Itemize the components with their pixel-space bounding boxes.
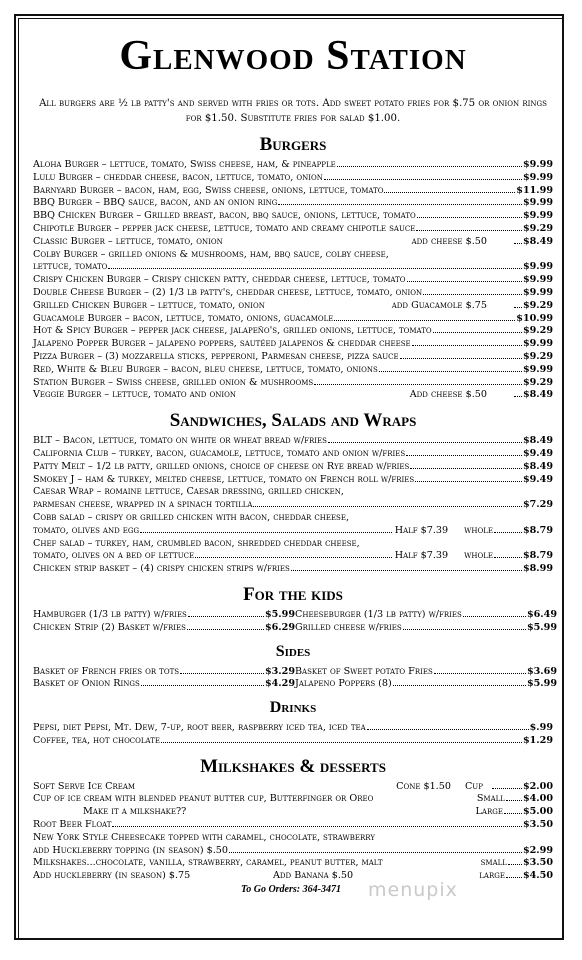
size-label: Large xyxy=(475,806,503,818)
leader-dots xyxy=(406,455,522,456)
menu-item-text: Aloha Burger – lettuce, tomato, Swiss cheese, ham, & pineapple xyxy=(33,159,336,170)
menu-item xyxy=(33,499,553,512)
menu-item xyxy=(33,172,553,185)
menu-item-price: $.99 xyxy=(529,722,553,734)
section-heading-desserts: Milkshakes & desserts xyxy=(200,755,386,777)
menu-item-price: $11.99 xyxy=(516,184,553,196)
sides-right-column xyxy=(295,666,557,692)
sandwiches-list xyxy=(33,435,553,576)
leader-dots xyxy=(188,616,264,617)
menu-item xyxy=(33,435,553,448)
menu-item-price: $3.69 xyxy=(526,665,557,677)
kids-right-column xyxy=(295,609,557,635)
menu-item-text: Coffee, tea, hot chocolate xyxy=(33,734,161,746)
menu-item-text: Patty Melt – 1/2 lb patty, grilled onions, choice of cheese on Rye bread w/fries xyxy=(33,460,410,472)
menu-item xyxy=(295,622,557,635)
menu-item-price: $9.99 xyxy=(522,171,553,183)
menu-item-text: tomato, olives and egg xyxy=(33,524,140,536)
leader-dots xyxy=(278,204,522,205)
whole-label: whole xyxy=(464,524,493,536)
leader-dots xyxy=(504,813,522,814)
menu-item-text: Add Banana $.50 xyxy=(273,870,354,882)
menu-item xyxy=(33,461,553,474)
menu-item xyxy=(33,197,553,210)
menu-item-text: Cobb salad – crispy or grilled chicken with bacon, cheddar cheese, xyxy=(33,511,350,523)
menu-item-note: add Guacamole $.75 xyxy=(391,299,487,311)
section-heading-sandwiches: Sandwiches, Salads and Wraps xyxy=(169,410,417,432)
section-heading-drinks: Drinks xyxy=(269,699,317,717)
menu-item xyxy=(33,185,553,198)
menu-item-text: Jalapeno Poppers (8) xyxy=(295,678,392,690)
menu-item-text: BBQ Chicken Burger – Grilled breast, bacon, bbq sauce, onions, lettuce, tomato xyxy=(33,210,416,222)
menu-item-price: $10.99 xyxy=(516,312,553,324)
menu-item-price: $8.49 xyxy=(522,435,553,447)
menu-item-text: Grilled Chicken Burger – lettuce, tomato, onion xyxy=(33,299,265,311)
menu-item xyxy=(33,735,553,748)
menu-item-text: BLT – Bacon, lettuce, tomato on white or wheat bread w/fries xyxy=(33,435,327,447)
size-label: small xyxy=(480,857,507,869)
leader-dots xyxy=(337,166,522,167)
menu-item-price: $2.00 xyxy=(522,780,553,792)
drinks-list xyxy=(33,722,553,748)
menu-content xyxy=(33,30,557,883)
menu-item xyxy=(33,287,553,300)
menu-item-price: $8.49 xyxy=(522,389,553,401)
menu-item xyxy=(33,609,295,622)
menu-item-price: $9.99 xyxy=(522,210,553,222)
leader-dots xyxy=(140,532,392,533)
menu-item xyxy=(33,377,553,390)
leader-dots xyxy=(400,358,522,359)
menu-item xyxy=(33,678,295,691)
menu-item-price: $7.29 xyxy=(522,499,553,511)
menu-item-text: Pizza Burger – (3) mozzarella sticks, pepperoni, Parmesan cheese, pizza sauce xyxy=(33,350,399,362)
menu-item-price: $9.29 xyxy=(522,376,553,388)
size-label: large xyxy=(479,870,505,882)
menu-item xyxy=(33,474,553,487)
section-heading-sides: Sides xyxy=(275,642,311,660)
leader-dots xyxy=(417,217,522,218)
menu-item xyxy=(33,722,553,735)
menu-item xyxy=(33,364,553,377)
menu-item xyxy=(33,448,553,461)
to-go-orders-phone: To Go Orders: 364-3471 xyxy=(241,884,341,895)
menu-item-price: $9.99 xyxy=(522,274,553,286)
desserts-list xyxy=(33,781,553,883)
kids-menu xyxy=(33,608,557,635)
menu-item-price: $9.99 xyxy=(522,338,553,350)
leader-dots xyxy=(253,506,522,507)
leader-dots xyxy=(416,230,522,231)
menu-item xyxy=(33,550,553,563)
leader-dots xyxy=(463,616,526,617)
menu-item xyxy=(33,845,553,858)
menu-item xyxy=(33,389,553,402)
menu-item-note: add cheese $.50 xyxy=(411,235,487,247)
leader-dots xyxy=(412,345,522,346)
leader-dots xyxy=(494,532,522,533)
menu-item-price: $9.49 xyxy=(522,447,553,459)
menu-item xyxy=(33,313,553,326)
menu-item-text: Lulu Burger – cheddar cheese, bacon, lettuce, tomato, onion xyxy=(33,171,323,183)
menu-item xyxy=(295,666,557,679)
leader-dots xyxy=(108,268,522,269)
menu-item xyxy=(33,300,553,313)
menu-item-text: Station Burger – Swiss cheese, grilled onion & mushrooms xyxy=(33,376,314,388)
menu-item xyxy=(33,666,295,679)
watermark-logo: menupix xyxy=(368,879,458,901)
menu-item-text: Red, White & Bleu Burger – bacon, bleu cheese, lettuce, tomato, onions xyxy=(33,363,378,375)
menu-item-text: Make it a milkshake?? xyxy=(83,806,187,818)
menu-item-text: Double Cheese Burger – (2) 1/3 lb patty's, cheddar cheese, lettuce, tomato, onion xyxy=(33,286,423,298)
menu-item xyxy=(33,159,553,172)
menu-item-text: Hamburger (1/3 lb patty) w/fries xyxy=(33,608,187,620)
menu-item xyxy=(33,338,553,351)
leader-dots xyxy=(334,320,515,321)
leader-dots xyxy=(407,281,522,282)
menu-item xyxy=(33,210,553,223)
menu-item xyxy=(33,236,553,249)
leader-dots xyxy=(415,481,522,482)
menu-item-price: $5.99 xyxy=(526,621,557,633)
menu-item-text: lettuce, tomato xyxy=(33,261,108,273)
menu-item-text: Grilled cheese w/fries xyxy=(295,621,402,633)
burgers-list xyxy=(33,159,553,402)
menu-item-text: tomato, olives on a bed of lettuce xyxy=(33,550,195,562)
leader-dots xyxy=(161,742,522,743)
menu-item-text: Hot & Spicy Burger – pepper jack cheese, jalapeño's, grilled onions, lettuce, tomato xyxy=(33,325,432,337)
menu-item-price: $3.50 xyxy=(522,857,553,869)
whole-label: whole xyxy=(464,550,493,562)
section-heading-kids: For the kids xyxy=(243,583,343,605)
leader-dots xyxy=(423,294,522,295)
menu-item-price: $2.99 xyxy=(522,844,553,856)
menu-item-price: $9.29 xyxy=(522,222,553,234)
menu-item xyxy=(33,563,553,576)
leader-dots xyxy=(112,826,522,827)
menu-item-text: Guacamole Burger – bacon, lettuce, tomato, onions, guacamole xyxy=(33,312,334,324)
leader-dots xyxy=(328,442,522,443)
size-label: Cup xyxy=(464,780,483,792)
menu-item-text: Basket of Onion Rings xyxy=(33,678,140,690)
sides-menu xyxy=(33,665,557,692)
menu-item-price: $9.29 xyxy=(522,350,553,362)
menu-item-text: Caesar Wrap – romaine lettuce, Caesar dressing, grilled chicken, xyxy=(33,486,344,498)
menu-item-text: BBQ Burger – BBQ sauce, bacon, and an onion ring xyxy=(33,197,278,209)
leader-dots xyxy=(492,788,522,789)
menu-item-text: Classic Burger – lettuce, tomato, onion xyxy=(33,235,223,247)
kids-left-column xyxy=(33,609,295,635)
menu-item-price: $9.29 xyxy=(522,299,553,311)
menu-item-text: Veggie Burger – lettuce, tomato and onion xyxy=(33,389,236,401)
menu-item-text: California Club – turkey, bacon, guacamole, lettuce, tomato and onion w/fries xyxy=(33,447,406,459)
menu-item-text: Basket of French fries or tots xyxy=(33,665,180,677)
menu-item xyxy=(33,781,553,794)
menu-item-price: $9.99 xyxy=(522,261,553,273)
menu-item-text: Soft Serve Ice Cream xyxy=(33,780,136,792)
menu-item xyxy=(33,274,553,287)
menu-item-price: $5.99 xyxy=(264,608,295,620)
leader-dots xyxy=(384,192,515,193)
restaurant-title: Glenwood Station xyxy=(119,33,467,79)
menu-item-text: Chef salad – turkey, ham, crumbled bacon, shredded cheddar cheese, xyxy=(33,537,360,549)
menu-item-price: $5.99 xyxy=(526,678,557,690)
leader-dots xyxy=(506,800,522,801)
menu-item xyxy=(33,223,553,236)
menu-item-price: $9.49 xyxy=(522,473,553,485)
leader-dots xyxy=(314,384,522,385)
menu-item-price: $3.50 xyxy=(522,819,553,831)
menu-item-price: $5.00 xyxy=(522,806,553,818)
menu-item-text: Basket of Sweet potato Fries xyxy=(295,665,433,677)
menu-item xyxy=(33,870,553,883)
menu-item xyxy=(33,525,553,538)
menu-item-price: $8.79 xyxy=(522,550,553,562)
menu-item-text: Chipotle Burger – pepper jack cheese, lettuce, tomato and creamy chipotle sauce xyxy=(33,222,416,234)
burger-intro-note: All burgers are ½ lb patty's and served with fries or tots. Add sweet potato fries for $.75 or onion rings for $1.50. Substitute fries for salad $1.00. xyxy=(39,98,547,124)
leader-dots xyxy=(393,685,526,686)
menu-item-price: $3.29 xyxy=(264,665,295,677)
leader-dots xyxy=(180,673,264,674)
leader-dots xyxy=(195,557,392,558)
menu-item-price: $8.99 xyxy=(522,563,553,575)
menu-item xyxy=(295,678,557,691)
menu-item-text: Pepsi, diet Pepsi, Mt. Dew, 7-up, root beer, raspberry iced tea, iced tea xyxy=(33,722,366,734)
menu-item-text: Milkshakes...chocolate, vanilla, strawberry, caramel, peanut butter, malt xyxy=(33,857,383,869)
sides-left-column xyxy=(33,666,295,692)
menu-item-text: New York Style Cheesecake topped with caramel, chocolate, strawberry xyxy=(33,831,375,843)
leader-dots xyxy=(403,629,526,630)
menu-item xyxy=(33,351,553,364)
menu-item xyxy=(295,609,557,622)
leader-dots xyxy=(514,243,522,244)
leader-dots xyxy=(187,629,264,630)
leader-dots xyxy=(434,673,526,674)
menu-item-text: Chicken Strip (2) Basket w/fries xyxy=(33,621,186,633)
menu-item-price: $6.49 xyxy=(526,608,557,620)
menu-item-note: Add cheese $.50 xyxy=(409,389,487,401)
leader-dots xyxy=(410,468,522,469)
size-label: Small xyxy=(476,793,505,805)
menu-item-price: $9.99 xyxy=(522,286,553,298)
menu-item xyxy=(33,806,553,819)
cone-price: Cone $1.50 xyxy=(396,780,451,792)
leader-dots xyxy=(514,307,522,308)
menu-item-price: $4.50 xyxy=(522,870,553,882)
menu-item-price: $4.00 xyxy=(522,793,553,805)
menu-item xyxy=(33,857,553,870)
menu-item xyxy=(33,261,553,274)
menu-item-text: Barnyard Burger – bacon, ham, egg, Swiss cheese, onions, lettuce, tomato xyxy=(33,184,384,196)
leader-dots xyxy=(506,877,522,878)
menu-item-text: Crispy Chicken Burger – Crispy chicken patty, cheddar cheese, lettuce, tomato xyxy=(33,274,406,286)
leader-dots xyxy=(141,685,264,686)
leader-dots xyxy=(229,852,522,853)
menu-item-text: add Huckleberry topping (in season) $.50 xyxy=(33,844,229,856)
menu-item xyxy=(33,325,553,338)
menu-item-text: Cup of ice cream with blended peanut butter cup, Butterfinger or Oreo xyxy=(33,793,374,805)
menu-item-text: Cheeseburger (1/3 lb patty) w/fries xyxy=(295,608,462,620)
leader-dots xyxy=(514,396,522,397)
leader-dots xyxy=(367,729,529,730)
half-price: Half $7.39 xyxy=(394,550,449,562)
menu-item-price: $9.99 xyxy=(522,363,553,375)
menu-item-price: $4.29 xyxy=(264,678,295,690)
menu-item-text: parmesan cheese, wrapped in a spinach tortilla xyxy=(33,499,253,511)
menu-item-price: $1.29 xyxy=(522,734,553,746)
menu-item-price: $9.29 xyxy=(522,325,553,337)
menu-item-price: $8.49 xyxy=(522,235,553,247)
menu-item-price: $8.79 xyxy=(522,524,553,536)
menu-item-text: Colby Burger – grilled onions & mushrooms, ham, bbq sauce, colby cheese, xyxy=(33,248,389,260)
menu-item-price: $9.99 xyxy=(522,159,553,170)
half-price: Half $7.39 xyxy=(394,524,449,536)
menu-item-text: Root Beer Float xyxy=(33,819,112,831)
menu-item xyxy=(33,622,295,635)
menu-item xyxy=(33,793,553,806)
menu-item-price: $9.99 xyxy=(522,197,553,209)
menu-item xyxy=(33,819,553,832)
leader-dots xyxy=(324,179,522,180)
menu-item-text: Chicken strip basket – (4) crispy chicken strips w/fries xyxy=(33,563,290,575)
leader-dots xyxy=(433,332,522,333)
menu-item-price: $6.29 xyxy=(264,621,295,633)
menu-item-text: Smokey J – ham & turkey, melted cheese, lettuce, tomato on French roll w/fries xyxy=(33,473,415,485)
leader-dots xyxy=(291,570,522,571)
menu-item-text: Jalapeno Popper Burger – jalapeno poppers, sautéed jalapenos & cheddar cheese xyxy=(33,338,411,350)
leader-dots xyxy=(508,864,522,865)
menu-item-text: Add huckleberry (in season) $.75 xyxy=(33,870,191,882)
leader-dots xyxy=(379,371,522,372)
section-heading-burgers: Burgers xyxy=(259,134,327,155)
leader-dots xyxy=(494,557,522,558)
menu-item-price: $8.49 xyxy=(522,460,553,472)
